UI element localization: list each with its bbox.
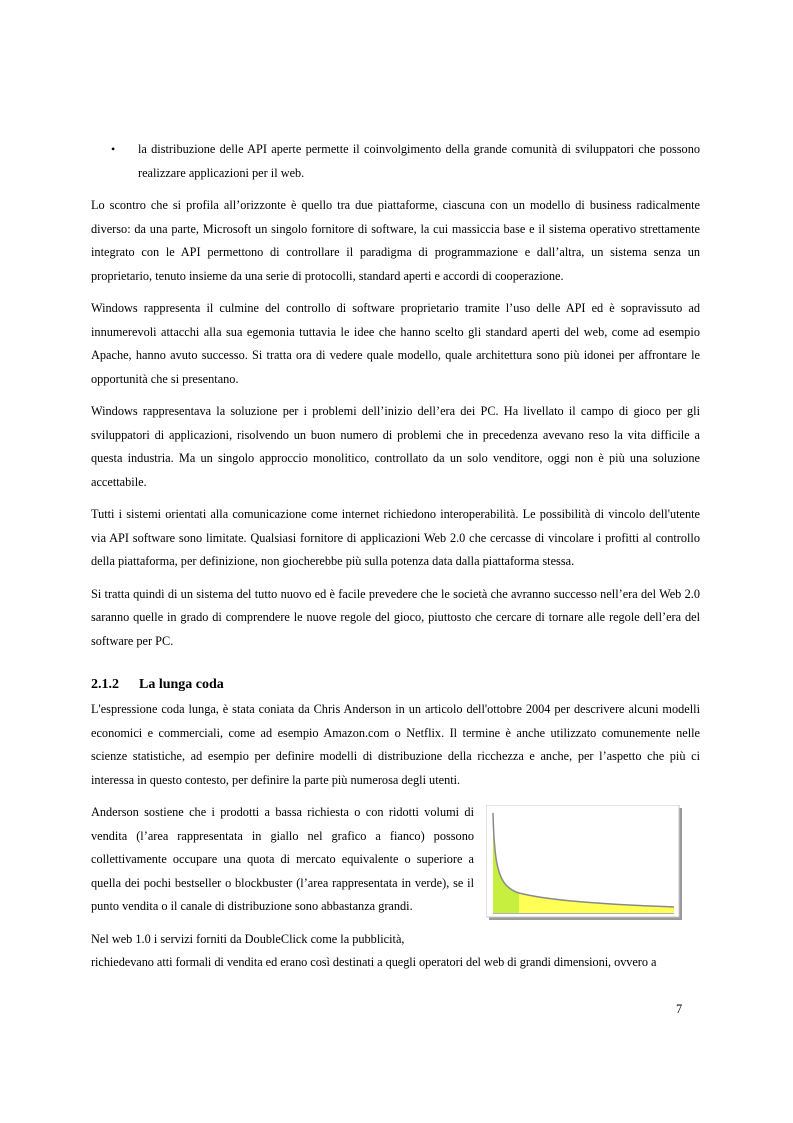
bullet-icon: • xyxy=(111,142,116,156)
document-page xyxy=(91,138,700,984)
bullet-item xyxy=(91,138,700,185)
section-title: La lunga coda xyxy=(139,677,224,692)
paragraph-platform-clash: Lo scontro che si profila all’orizzonte è quello tra due piattaforme, ciascuna con un modello di business radicalmente diverso: da una parte, Microsoft un singolo fornitore di software, la cui massiccia base e il sistema operativo strettamente integrato con le API permettono di controllare il paradigma di programmazione e dall’altra, un sistema senza un proprietario, tenuto insieme da una serie di protocolli, standard aperti e accordi di cooperazione. xyxy=(91,198,700,283)
paragraph-web1-continue: richiedevano atti formali di vendita ed erano così destinati a quegli operatori del web di grandi dimensioni, ovvero a xyxy=(91,955,657,969)
section-heading xyxy=(91,673,700,697)
paragraph-windows-solution: Windows rappresentava la soluzione per i problemi dell’inizio dell’era dei PC. Ha livellato il campo di gioco per gli sviluppatori di applicazioni, risolvendo un buon numero di problemi che in precedenza avevano reso la vita difficile a questa industria. Ma un singolo approccio monolitico, controllato da un solo venditore, oggi non è più una soluzione accettabile. xyxy=(91,404,700,489)
paragraph-web1-start: Nel web 1.0 i servizi forniti da DoubleClick come la pubblicità, xyxy=(91,931,405,946)
long-tail-figure xyxy=(486,805,683,921)
section-number: 2.1.2 xyxy=(91,677,119,692)
paragraph-anderson: Anderson sostiene che i prodotti a bassa richiesta o con ridotti volumi di vendita (l’area rappresentata in giallo nel grafico a fianco) possono collettivamente occupare una quota di mercato equivalente o superiore a quella dei pochi bestseller o blockbuster (l’area rappresentata in verde), se il punto vendita o il canale di distribuzione sono abbastanza grandi. xyxy=(91,805,474,913)
paragraph-new-system: Si tratta quindi di un sistema del tutto nuovo ed è facile prevedere che le società che avranno successo nell’era del Web 2.0 saranno quelle in grado di comprendere le nuove regole del gioco, piuttosto che cercare di tornare alle regole dell’era del software per PC. xyxy=(91,586,700,648)
paragraph-long-tail-definition: L'espressione coda lunga, è stata coniata da Chris Anderson in un articolo dell'ottobre 2004 per descrivere alcuni modelli economici e commerciali, come ad esempio Amazon.com o Netflix. Il termine è anche utilizzato comunemente nelle scienze statistiche, ad esempio per definire modelli di distribuzione della ricchezza e anche, per l’aspetto che più ci interessa in questo contesto, per definire la parte più numerosa degli utenti. xyxy=(91,702,700,787)
paragraph-interoperability: Tutti i sistemi orientati alla comunicazione come internet richiedono interoperabilità. Le possibilità di vincolo dell'utente via API software sono limitate. Qualsiasi fornitore di applicazioni Web 2.0 che cercasse di vincolare i profitti al controllo della piattaforma, per definizione, non giocherebbe più sulla potenza data dalla piattaforma stessa. xyxy=(91,507,700,568)
page-number: 7 xyxy=(676,1002,683,1016)
bullet-text: la distribuzione delle API aperte permette il coinvolgimento della grande comunità di sviluppatori che possono realizzare applicazioni per il web. xyxy=(138,142,700,180)
text-with-figure xyxy=(91,801,700,951)
paragraph-windows-control: Windows rappresenta il culmine del controllo di software proprietario tramite l’uso delle API ed è sopravissuto ad innumerevoli attacchi alla sua egemonia tuttavia le idee che hanno scelto gli standard aperti del web, come ad esempio Apache, hanno avuto successo. Si tratta ora di vedere quale modello, quale architettura sono più idonei per affrontare le opportunità che si presentano. xyxy=(91,301,700,386)
long-tail-graph xyxy=(486,805,683,921)
